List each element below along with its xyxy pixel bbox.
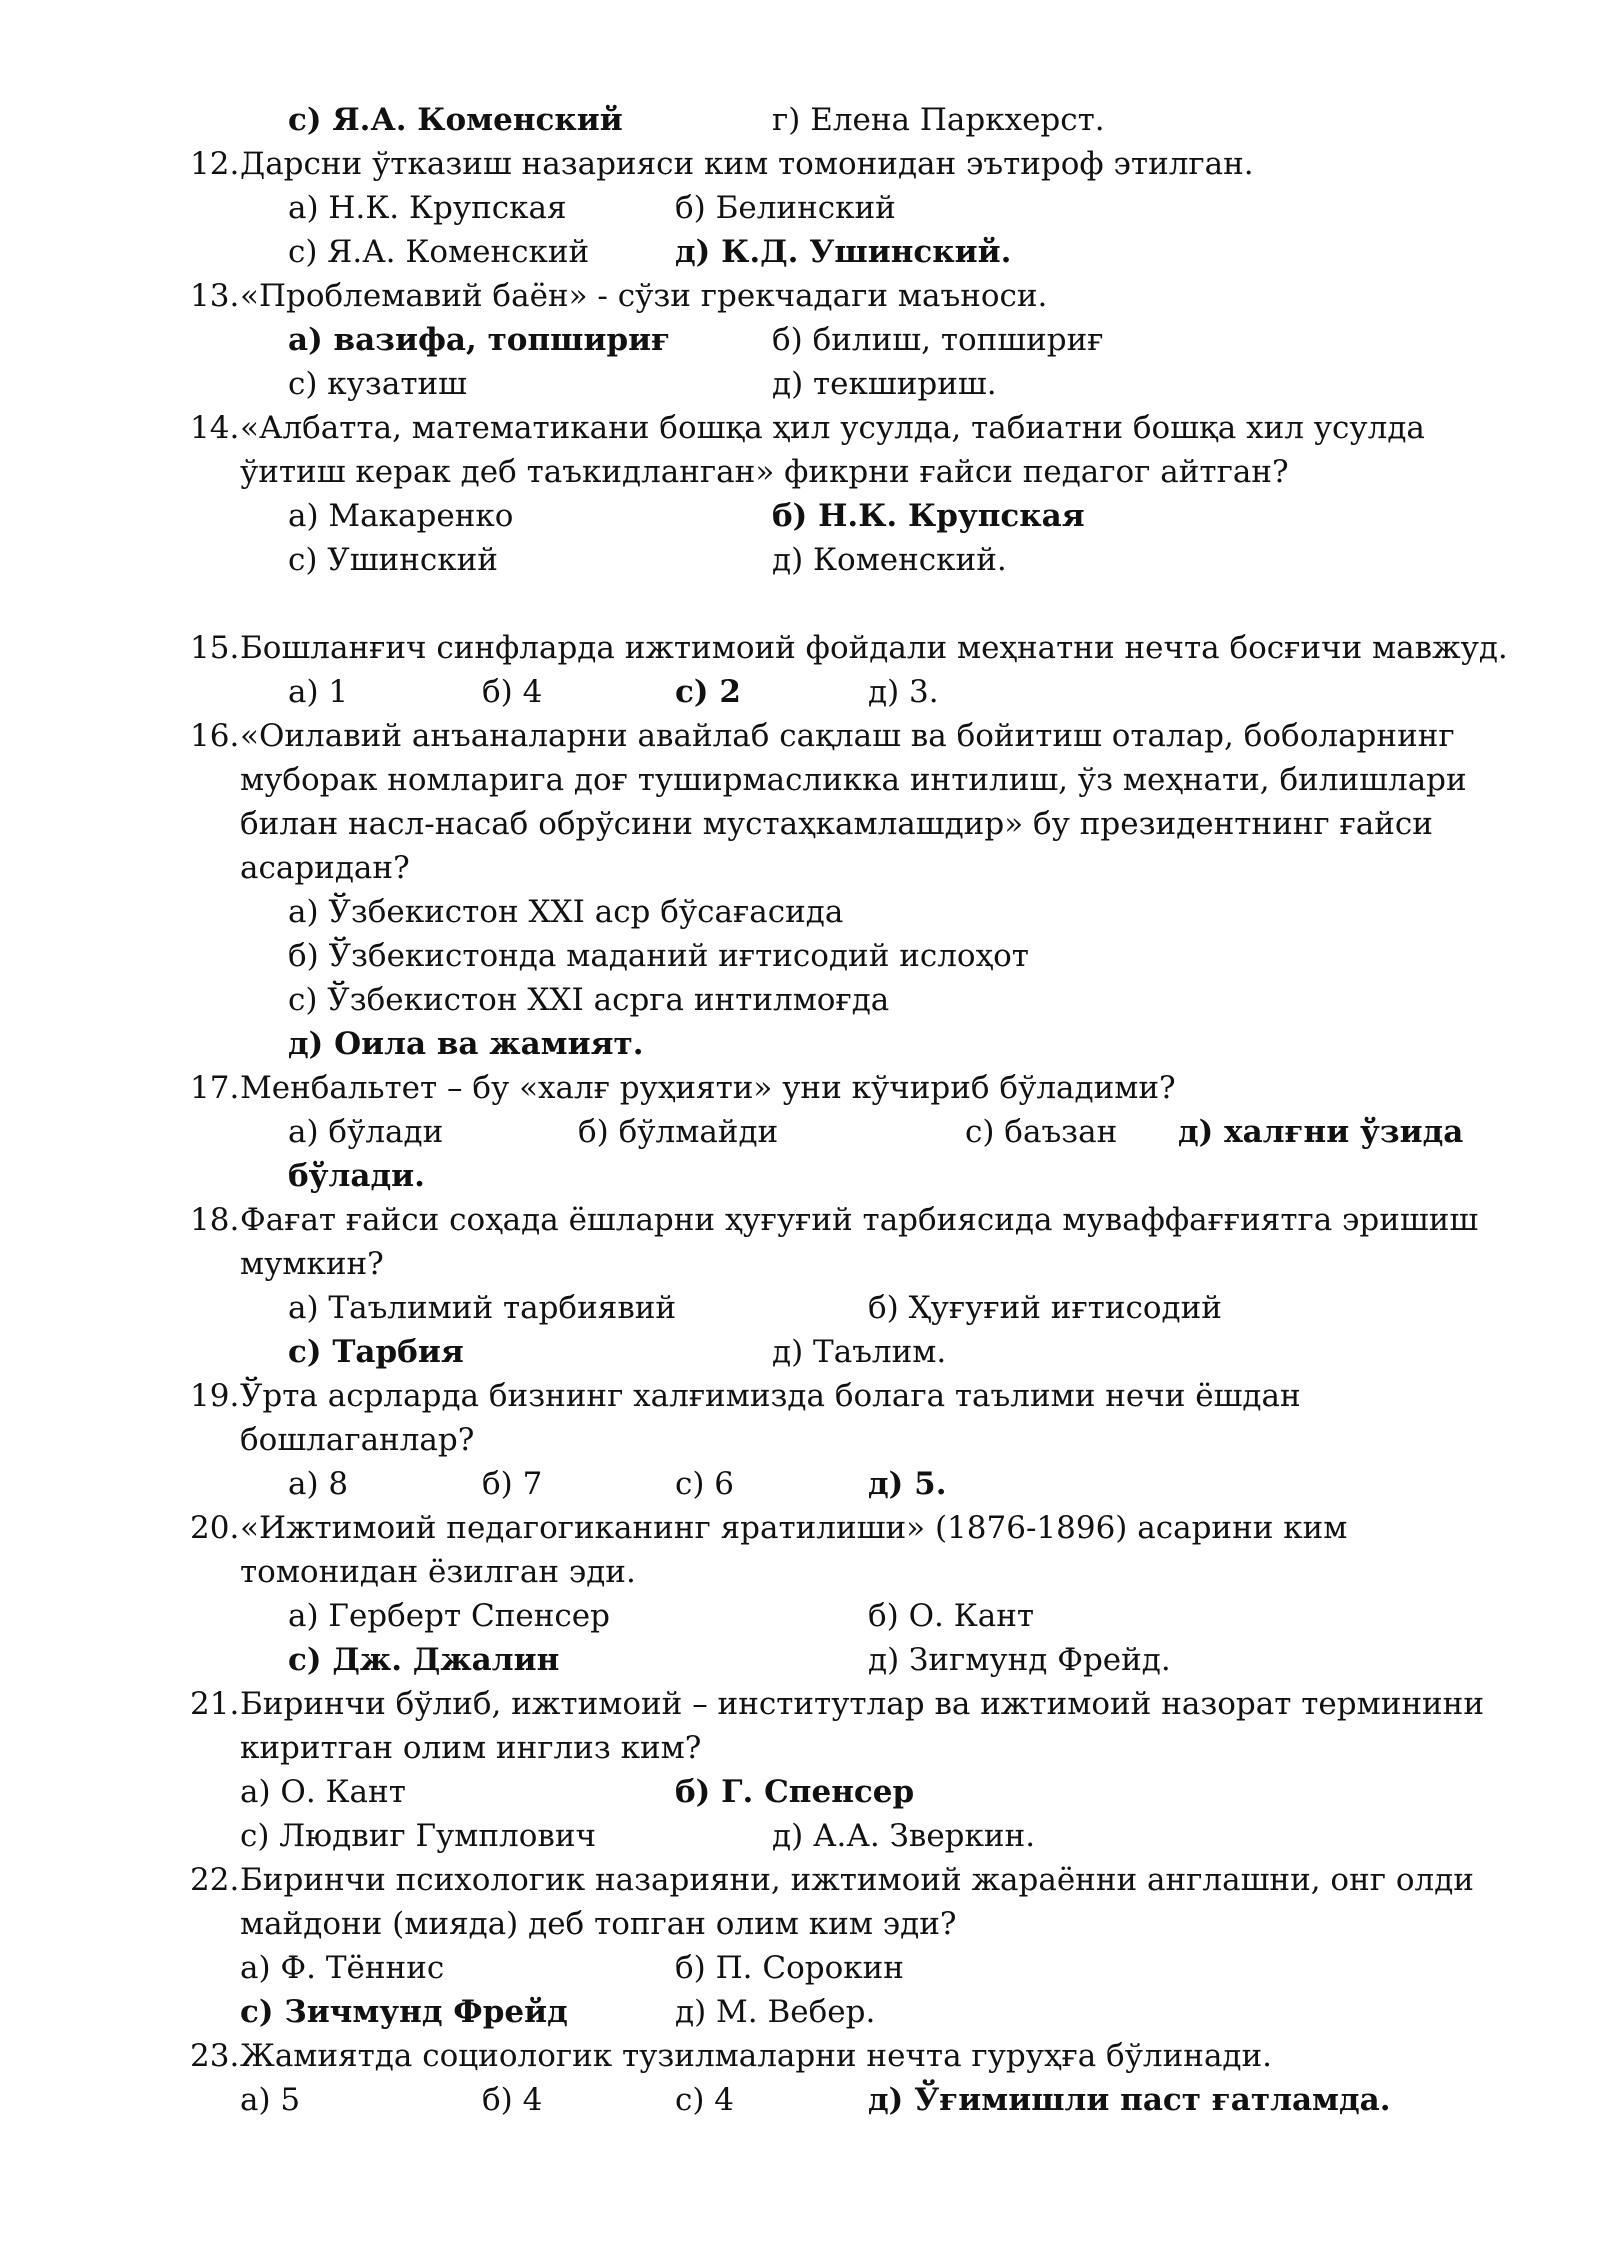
text-line xyxy=(0,1730,1600,1774)
text-fragment: а) Ф. Тённис xyxy=(240,1950,445,1986)
text-line xyxy=(0,894,1600,938)
answer-correct: б) Г. Спенсер xyxy=(675,1774,915,1810)
text-line xyxy=(0,982,1600,1026)
text-line xyxy=(0,1554,1600,1598)
text-fragment: с) Людвиг Гумплович xyxy=(240,1818,596,1854)
text-fragment: 20. xyxy=(190,1510,240,1546)
text-fragment: д) 3. xyxy=(868,674,939,710)
text-fragment: а) Ўзбекистон XXI аср бўсағасида xyxy=(288,894,844,930)
text-fragment: бошлаганлар? xyxy=(240,1422,475,1458)
text-fragment: а) Герберт Спенсер xyxy=(288,1598,610,1634)
text-fragment: с) 6 xyxy=(675,1466,735,1502)
text-fragment: б) билиш, топшириғ xyxy=(772,322,1104,358)
text-fragment: Менбальтет – бу «халғ руҳияти» уни кўчириб бўладими? xyxy=(240,1070,1176,1106)
text-fragment: б) Белинский xyxy=(675,190,896,226)
answer-correct: д) Ўғимишли паст ғатламда. xyxy=(868,2082,1391,2118)
text-fragment: д) Коменский. xyxy=(772,542,1007,578)
text-fragment: а) 8 xyxy=(288,1466,349,1502)
text-fragment: 17. xyxy=(190,1070,240,1106)
text-line xyxy=(0,1026,1600,1070)
text-fragment: 14. xyxy=(190,410,240,446)
text-line xyxy=(0,146,1600,190)
text-fragment: д) А.А. Зверкин. xyxy=(772,1818,1036,1854)
text-fragment: а) 5 xyxy=(240,2082,301,2118)
text-line xyxy=(0,410,1600,454)
text-line xyxy=(0,542,1600,586)
text-fragment: б) Ўзбекистонда маданий иғтисодий ислоҳот xyxy=(288,938,1029,974)
answer-correct: д) К.Д. Ушинский. xyxy=(675,234,1012,270)
text-line xyxy=(0,1290,1600,1334)
text-fragment: а) Макаренко xyxy=(288,498,514,534)
text-line xyxy=(0,234,1600,278)
text-fragment: томонидан ёзилган эди. xyxy=(240,1554,636,1590)
text-line xyxy=(0,718,1600,762)
text-fragment: мумкин? xyxy=(240,1246,384,1282)
text-fragment: б) Ҳуғуғий иғтисодий xyxy=(868,1290,1222,1326)
text-fragment: с) Ушинский xyxy=(288,542,498,578)
text-line xyxy=(0,1422,1600,1466)
text-fragment: Бошланғич синфларда ижтимоий фойдали меҳнатни нечта босғичи мавжуд. xyxy=(240,630,1508,666)
text-line xyxy=(0,1202,1600,1246)
text-fragment: с) 4 xyxy=(675,2082,735,2118)
text-fragment: Ўрта асрларда бизнинг халғимизда болага таълими нечи ёшдан xyxy=(240,1378,1301,1414)
text-line xyxy=(0,102,1600,146)
text-fragment: б) П. Сорокин xyxy=(675,1950,904,1986)
text-fragment: Биринчи психологик назарияни, ижтимоий жараённи англашни, онг олди xyxy=(240,1862,1474,1898)
text-line xyxy=(0,498,1600,542)
text-line xyxy=(0,762,1600,806)
text-fragment: б) 4 xyxy=(482,2082,543,2118)
answer-correct: д) 5. xyxy=(868,1466,947,1502)
text-fragment: «Проблемавий баён» - сўзи грекчадаги маъноси. xyxy=(240,278,1048,314)
text-line xyxy=(0,2082,1600,2126)
text-line xyxy=(0,1686,1600,1730)
text-line xyxy=(0,1070,1600,1114)
answer-correct: с) 2 xyxy=(675,674,741,710)
text-fragment: 22. xyxy=(190,1862,240,1898)
text-line xyxy=(0,806,1600,850)
answer-correct: а) вазифа, топшириғ xyxy=(288,322,671,358)
text-fragment: а) Н.К. Крупская xyxy=(288,190,567,226)
text-fragment: 18. xyxy=(190,1202,240,1238)
answer-correct: с) Зичмунд Фрейд xyxy=(240,1994,568,2030)
text-line xyxy=(0,1158,1600,1202)
text-line xyxy=(0,1950,1600,1994)
answer-correct: д) Оила ва жамият. xyxy=(288,1026,644,1062)
text-line xyxy=(0,454,1600,498)
text-line xyxy=(0,190,1600,234)
text-fragment: «Оилавий анъаналарни авайлаб сақлаш ва бойитиш оталар, боболарнинг xyxy=(240,718,1455,754)
text-line xyxy=(0,674,1600,718)
answer-correct: бўлади. xyxy=(288,1158,425,1194)
answer-correct: д) халғни ўзида xyxy=(1178,1114,1464,1150)
text-fragment: д) М. Вебер. xyxy=(675,1994,876,2030)
text-fragment: 15. xyxy=(190,630,240,666)
text-fragment: с) кузатиш xyxy=(288,366,467,402)
text-line xyxy=(0,1818,1600,1862)
text-fragment: с) Я.А. Коменский xyxy=(288,234,590,270)
text-fragment: г) Елена Паркхерст. xyxy=(772,102,1105,138)
text-fragment: 13. xyxy=(190,278,240,314)
answer-correct: б) Н.К. Крупская xyxy=(772,498,1085,534)
text-line xyxy=(0,1510,1600,1554)
text-fragment: а) О. Кант xyxy=(240,1774,406,1810)
text-fragment: билан насл-насаб обрўсини мустаҳкамлашдир» бу президентнинг ғайси xyxy=(240,806,1433,842)
text-fragment: с) баъзан xyxy=(965,1114,1118,1150)
text-fragment: д) Зигмунд Фрейд. xyxy=(868,1642,1171,1678)
text-line xyxy=(0,1994,1600,2038)
text-fragment: 19. xyxy=(190,1378,240,1414)
text-fragment: а) бўлади xyxy=(288,1114,444,1150)
text-fragment: д) Таълим. xyxy=(772,1334,947,1370)
text-fragment: 21. xyxy=(190,1686,240,1722)
answer-correct: с) Дж. Джалин xyxy=(288,1642,560,1678)
text-fragment: д) текшириш. xyxy=(772,366,997,402)
text-fragment: майдони (мияда) деб топган олим ким эди? xyxy=(240,1906,957,1942)
text-line xyxy=(0,1334,1600,1378)
text-fragment: Жамиятда социологик тузилмаларни нечта гуруҳға бўлинади. xyxy=(240,2038,1273,2074)
text-line xyxy=(0,366,1600,410)
text-line xyxy=(0,2038,1600,2082)
text-line xyxy=(0,1246,1600,1290)
text-fragment: б) 4 xyxy=(482,674,543,710)
text-fragment: киритган олим инглиз ким? xyxy=(240,1730,702,1766)
text-fragment: а) 1 xyxy=(288,674,349,710)
text-fragment: «Ижтимоий педагогиканинг яратилиши» (1876-1896) асарини ким xyxy=(240,1510,1348,1546)
text-fragment: Дарсни ўтказиш назарияси ким томонидан эътироф этилган. xyxy=(240,146,1254,182)
text-fragment: Фағат ғайси соҳада ёшларни ҳуғуғий тарбиясида муваффағғиятга эришиш xyxy=(240,1202,1479,1238)
text-line xyxy=(0,850,1600,894)
text-line xyxy=(0,1598,1600,1642)
answer-correct: с) Я.А. Коменский xyxy=(288,102,623,138)
text-line xyxy=(0,1862,1600,1906)
text-fragment: а) Таълимий тарбиявий xyxy=(288,1290,677,1326)
text-line xyxy=(0,322,1600,366)
text-fragment: асаридан? xyxy=(240,850,410,886)
text-fragment: муборак номларига доғ туширмасликка интилиш, ўз меҳнати, билишлари xyxy=(240,762,1467,798)
text-line xyxy=(0,1378,1600,1422)
text-fragment: 16. xyxy=(190,718,240,754)
text-line xyxy=(0,1466,1600,1510)
text-line xyxy=(0,1774,1600,1818)
text-fragment: б) 7 xyxy=(482,1466,543,1502)
text-line xyxy=(0,1906,1600,1950)
text-line xyxy=(0,1114,1600,1158)
text-fragment: б) О. Кант xyxy=(868,1598,1035,1634)
text-line xyxy=(0,938,1600,982)
text-fragment: 12. xyxy=(190,146,240,182)
answer-correct: с) Тарбия xyxy=(288,1334,464,1370)
text-fragment: Биринчи бўлиб, ижтимоий – институтлар ва ижтимоий назорат терминини xyxy=(240,1686,1484,1722)
text-line xyxy=(0,1642,1600,1686)
text-fragment: 23. xyxy=(190,2038,240,2074)
text-line xyxy=(0,630,1600,674)
text-fragment: ўитиш керак деб таъкидланган» фикрни ғайси педагог айтган? xyxy=(240,454,1289,490)
text-fragment: «Албатта, математикани бошқа ҳил усулда, табиатни бошқа хил усулда xyxy=(240,410,1425,446)
text-fragment: с) Ўзбекистон XXI асрга интилмоғда xyxy=(288,982,890,1018)
text-line xyxy=(0,278,1600,322)
text-fragment: б) бўлмайди xyxy=(578,1114,779,1150)
